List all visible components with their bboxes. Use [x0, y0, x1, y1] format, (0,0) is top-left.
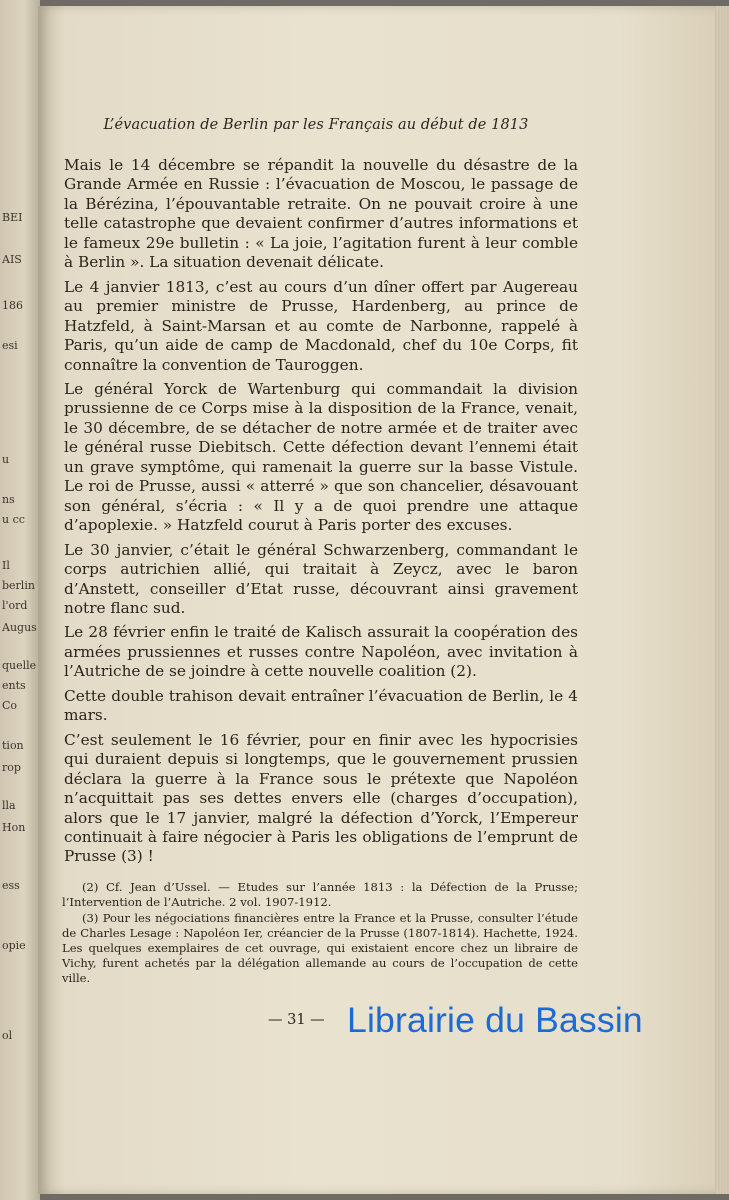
left-page-fragment: u cc [2, 513, 25, 526]
left-page-fragment: ess [2, 879, 20, 892]
paragraph: Le 4 janvier 1813, c’est au cours d’un dîner offert par Augereau au premier ministre de Prusse, Hardenberg, au prince de Hatzfeld, à Saint-Marsan et au comte de Narbonne, rappelé à Paris, qu’un aide de camp de Macdonald, chef du 10e Corps, fit connaître la convention de Tauroggen. [64, 277, 578, 374]
left-page-fragment: opie [2, 939, 26, 952]
left-page-fragment: ents [2, 679, 26, 692]
left-page-fragment: u [2, 453, 10, 466]
footnote: (2) Cf. Jean d’Ussel. — Etudes sur l’année 1813 : la Défection de la Prusse; l’Intervention de l’Autriche. 2 vol. 1907-1912. [62, 880, 578, 909]
paragraph: Cette double trahison devait entraîner l’évacuation de Berlin, le 4 mars. [64, 686, 578, 725]
footnotes [62, 880, 578, 987]
paragraph: C’est seulement le 16 février, pour en finir avec les hypocrisies qui duraient depuis si longtemps, que le gouvernement prussien déclara la guerre à la France sous le prétexte que Napoléon n’acquittait pas ses dettes envers elle (charges d’occupation), alors que le 17 janvier, malgré la défection d’Yorck, l’Empereur continuait à faire négocier à Paris les obligations de l’emprunt de Prusse (3) ! [64, 730, 578, 866]
running-head: L’évacuation de Berlin par les Français au début de 1813 [103, 117, 529, 133]
left-page-fragment: esi [2, 339, 18, 352]
left-page-fragment: Hon [2, 821, 26, 834]
left-page-fragment: AIS [2, 253, 22, 266]
body-text [64, 156, 578, 872]
footnote: (3) Pour les négociations financières entre la France et la Prusse, consulter l’étude de Charles Lesage : Napoléon Ier, créancier de la Prusse (1807-1814). Hachette, 1924. Les quelques exemplaires de cet ouvrage, qui existaient encore chez un libraire de Vichy, furent achetés par la délégation allemande au cours de l’occupation de cette ville. [62, 911, 578, 985]
left-page-fragment: ns [2, 493, 15, 506]
watermark-text: Librairie du Bassin [347, 1000, 643, 1040]
paragraph: Le 28 février enfin le traité de Kalisch assurait la coopération des armées prussiennes et russes contre Napoléon, avec invitation à l’Autriche de se joindre à cette nouvelle coalition (2). [64, 623, 578, 681]
page-number: — 31 — [268, 1012, 325, 1028]
left-page-fragment: berlin [2, 579, 35, 592]
left-page-fragment: l'ord [2, 599, 28, 612]
left-page-fragment: ol [2, 1029, 13, 1042]
left-page-fragment: 186 [2, 299, 23, 312]
left-page-fragment: BEI [2, 211, 23, 224]
left-page-fragment: Augus [2, 621, 37, 634]
left-page-fragment: Il [2, 559, 10, 572]
page-edge-stack [715, 6, 729, 1194]
paragraph: Le 30 janvier, c’était le général Schwarzenberg, commandant le corps autrichien allié, qui traitait à Zeycz, avec le baron d’Anstett, conseiller d’Etat russe, découvrant ainsi gravement notre flanc sud. [64, 540, 578, 617]
adjacent-left-page [0, 0, 40, 1200]
paragraph: Le général Yorck de Wartenburg qui commandait la division prussienne de ce Corps mise à la disposition de la France, venait, le 30 décembre, de se détacher de notre armée et de traiter avec le général russe Diebitsch. Cette défection devant l’ennemi était un grave symptôme, qui ramenait la guerre sur la basse Vistule. Le roi de Prusse, aussi « atterré » que son chancelier, désavouant son général, s’écria : « Il y a de quoi prendre une attaque d’apoplexie. » Hatzfeld courut à Paris porter des excuses. [64, 379, 578, 535]
paragraph: Mais le 14 décembre se répandit la nouvelle du désastre de la Grande Armée en Russie : l’évacuation de Moscou, le passage de la Bérézina, l’épouvantable retraite. On ne pouvait croire à une telle catastrophe que devaient confirmer d’autres informations et le fameux 29e bulletin : « La joie, l’agitation furent à leur comble à Berlin ». La situation devenait délicate. [64, 156, 578, 272]
left-page-fragment: rop [2, 761, 21, 774]
left-page-fragment: tion [2, 739, 24, 752]
left-page-fragment: lla [2, 799, 16, 812]
left-page-fragment: Co [2, 699, 18, 712]
left-page-fragment: quelle [2, 659, 37, 672]
